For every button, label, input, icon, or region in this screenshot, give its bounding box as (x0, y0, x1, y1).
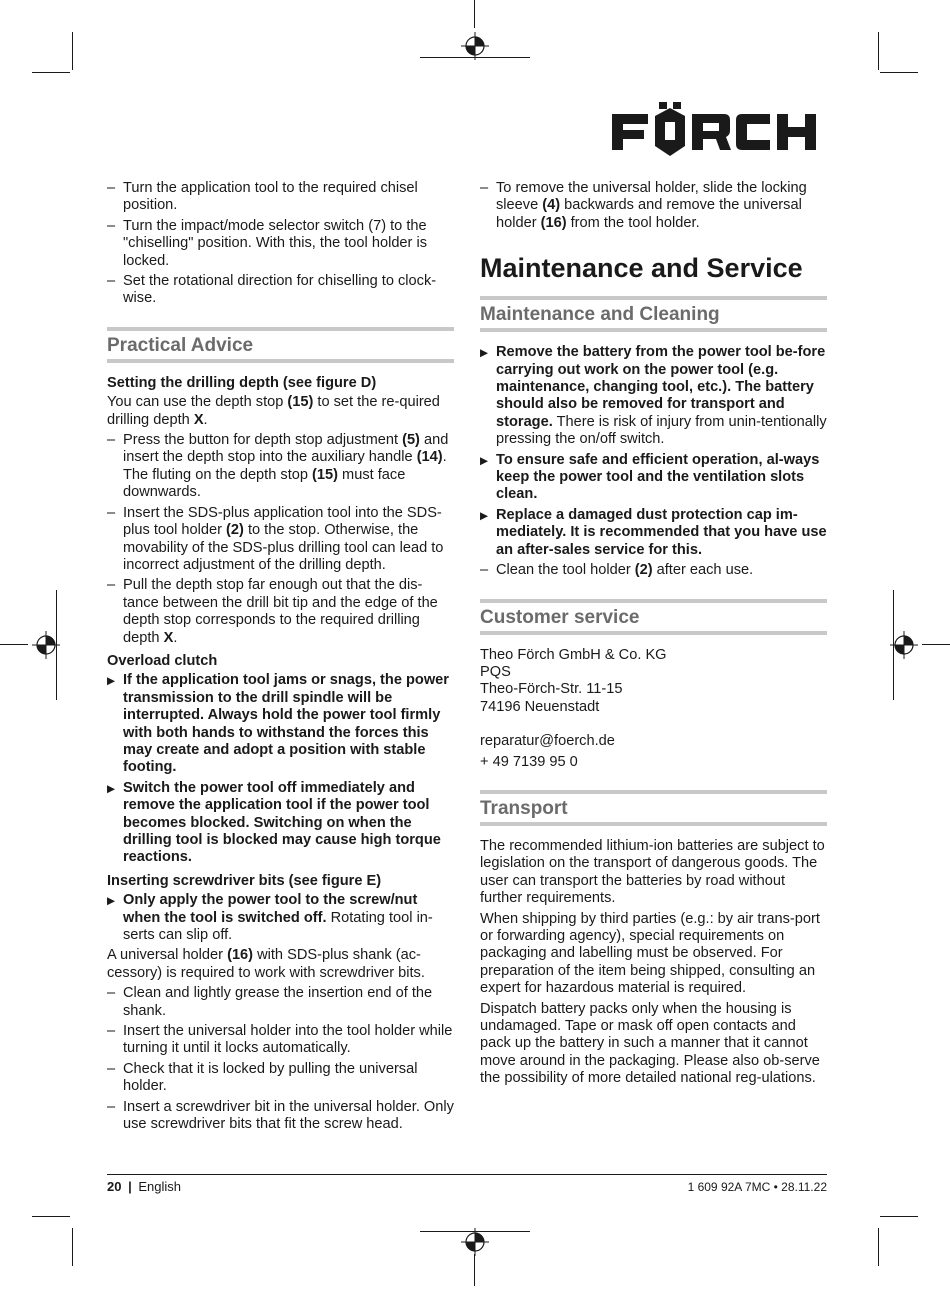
crop-mark (474, 0, 475, 28)
warning-item: ▶ Switch the power tool off immediately and remove the application tool if the power tool becomes blocked. Switching on when the drilling tool is blocked may cause high torque reactions. (107, 780, 454, 867)
footer-separator: | (128, 1179, 132, 1194)
left-column (107, 180, 454, 1137)
address-line: Theo-Förch-Str. 11-15 (480, 681, 623, 698)
paragraph-universal-holder: A universal holder (16) with SDS-plus shank (ac-cessory) is required to work with screwdriver bits. (107, 947, 425, 981)
email-link[interactable]: reparatur@foerch.de (480, 733, 615, 750)
crop-mark (474, 1254, 475, 1286)
subheading-screwdriver-bits: Inserting screwdriver bits (see figure E) (107, 872, 382, 889)
instruction-item: – Insert a screwdriver bit in the universal holder. Only use screwdriver bits that fit the screw head. (107, 1099, 454, 1134)
transport-paragraph: When shipping by third parties (e.g.: by air trans-port or forwarding agency), special requirements on packaging and labelling must be observed. For preparation of the item being shipped, consulting an expert for hazardous material is required. (480, 910, 820, 997)
registration-mark-icon (460, 1227, 490, 1257)
section-maintenance-cleaning (480, 296, 827, 332)
instruction-item: – Clean the tool holder (2) after each use. (480, 562, 827, 579)
instruction-item: – Pull the depth stop far enough out that the dis-tance between the drill bit tip and the edge of the depth stop corresponds to the required drilling depth X. (107, 577, 454, 647)
warning-item: ▶ Only apply the power tool to the screw/nut when the tool is switched off. Rotating tool in-serts can slip off. (107, 892, 454, 944)
warning-item: ▶ If the application tool jams or snags, the power transmission to the drill spindle will be interrupted. Always hold the power tool firmly with both hands to withstand the forces this may create and adopt a position with stable footing. (107, 672, 454, 776)
instruction-item: – Set the rotational direction for chiselling to clock-wise. (107, 273, 454, 308)
section-title: Maintenance and Cleaning (480, 304, 720, 326)
crop-mark (878, 32, 879, 70)
address-line: PQS (480, 663, 511, 680)
crop-mark (878, 1228, 879, 1266)
crop-mark (922, 644, 950, 645)
subheading-overload-clutch: Overload clutch (107, 652, 218, 669)
paragraph-depth-stop: You can use the depth stop (15) to set the re-quired drilling depth X. (107, 394, 440, 428)
address-line: 74196 Neuenstadt (480, 698, 600, 715)
transport-paragraph: The recommended lithium-ion batteries are subject to legislation on the transport of dangerous goods. The user can transport the batteries by road without further requirements. (480, 837, 825, 907)
warning-item: ▶ Replace a damaged dust protection cap im-mediately. It is recommended that you have use an after-sales service for this. (480, 507, 827, 559)
instruction-item: – Press the button for depth stop adjustment (5) and insert the depth stop into the auxiliary handle (14). The fluting on the depth stop (15) must face downwards. (107, 432, 454, 502)
subheading-drilling-depth: Setting the drilling depth (see figure D) (107, 374, 377, 391)
registration-mark-icon (31, 630, 61, 660)
footer-language: English (138, 1179, 181, 1194)
transport-paragraph: Dispatch battery packs only when the housing is undamaged. Tape or mask off open contacts and pack up the battery in such a manner that it cannot move around in the packaging. Please also ob-serve the possibility of more detailed national reg-ulations. (480, 1000, 820, 1087)
right-column (480, 180, 827, 1091)
crop-mark (0, 644, 28, 645)
crop-mark (32, 72, 70, 73)
instruction-item: – Turn the application tool to the required chisel position. (107, 180, 454, 215)
instruction-item: – Insert the universal holder into the tool holder while turning it until it locks automatically. (107, 1023, 454, 1058)
section-practical-advice (107, 327, 454, 363)
instruction-item: – Insert the SDS-plus application tool into the SDS-plus tool holder (2) to the stop. Otherwise, the movability of the SDS-plus drilling tool can lead to incorrect adjustment of the drilling depth. (107, 505, 454, 575)
section-customer-service (480, 599, 827, 635)
footer-doc-code: 1 609 92A 7MC • 28.11.22 (687, 1180, 827, 1194)
instruction-item: – Check that it is locked by pulling the universal holder. (107, 1061, 454, 1096)
crop-mark (72, 1228, 73, 1266)
footer-rule (107, 1174, 827, 1175)
crop-mark (880, 1216, 918, 1217)
section-title: Practical Advice (107, 334, 254, 356)
instruction-item: – Turn the impact/mode selector switch (7) to the "chiselling" position. With this, the tool holder is locked. (107, 218, 454, 270)
instruction-item: – To remove the universal holder, slide the locking sleeve (4) backwards and remove the universal holder (16) from the tool holder. (480, 180, 827, 232)
warning-item: ▶ To ensure safe and efficient operation, al-ways keep the power tool and the ventilation slots clean. (480, 452, 827, 504)
registration-mark-icon (889, 630, 919, 660)
section-title: Transport (480, 797, 568, 819)
chapter-title: Maintenance and Service (480, 253, 803, 284)
phone-number: + 49 7139 95 0 (480, 753, 578, 770)
crop-mark (72, 32, 73, 70)
foerch-logo (612, 100, 827, 162)
page-number: 20 (107, 1179, 122, 1194)
instruction-item: – Clean and lightly grease the insertion end of the shank. (107, 985, 454, 1020)
section-title: Customer service (480, 606, 640, 628)
warning-item: ▶ Remove the battery from the power tool be-fore carrying out work on the power tool (e.g. maintenance, changing tool, etc.). The battery should also be removed for transport and storage. There is risk of injury from unin-tentionally pressing the on/off switch. (480, 344, 827, 448)
footer-left (107, 1179, 181, 1195)
crop-mark (880, 72, 918, 73)
registration-mark-icon (460, 31, 490, 61)
section-transport (480, 790, 827, 826)
address-line: Theo Förch GmbH & Co. KG (480, 646, 667, 663)
crop-mark (32, 1216, 70, 1217)
